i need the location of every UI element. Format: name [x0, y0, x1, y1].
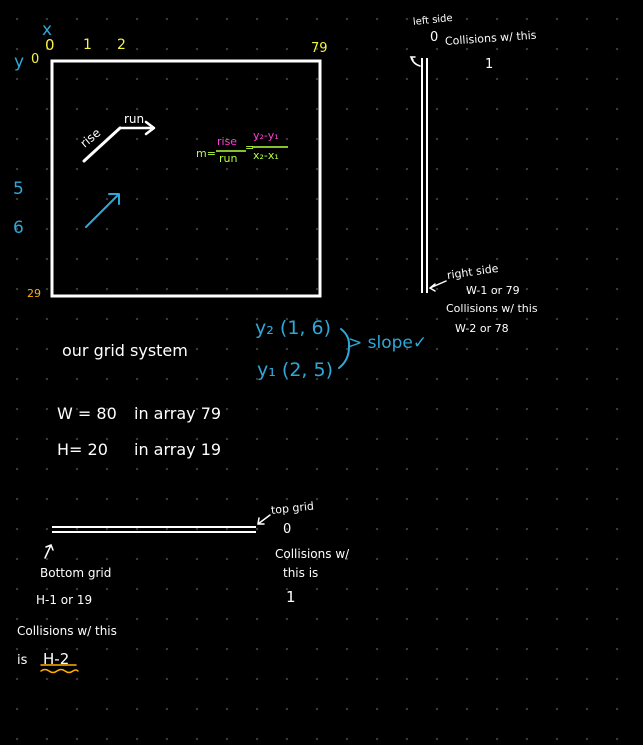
- height-label: H= 20: [57, 440, 108, 459]
- width-array-label: in array 79: [134, 404, 222, 423]
- grid-rectangle: [52, 61, 320, 296]
- rise-label: rise: [77, 125, 104, 151]
- y-tick-6: 6: [13, 218, 24, 238]
- left-side-value: 0: [430, 30, 439, 45]
- height-array-label: in array 19: [134, 440, 222, 459]
- run-label: run: [124, 112, 145, 126]
- y-last-tick: 29: [27, 287, 41, 300]
- bottom-grid-title: Bottom grid: [40, 566, 112, 580]
- right-side-collisions: Collisions w/ this: [446, 302, 538, 315]
- right-side-title: right side: [446, 261, 500, 282]
- top-grid-title: top grid: [270, 499, 315, 517]
- bottom-grid-collision-value: H-2: [43, 650, 70, 668]
- formula-equals: =: [245, 141, 255, 154]
- x-last-tick: 79: [311, 41, 328, 56]
- top-grid-collisions-2: this is: [283, 566, 319, 580]
- left-side-pointer-arrow: [411, 57, 420, 66]
- blue-slope-arrow: [86, 194, 119, 227]
- formula-denominator: x₂-x₁: [253, 149, 279, 162]
- right-side-pointer-arrow: [430, 281, 446, 291]
- top-grid-pointer-arrow: [258, 515, 270, 524]
- top-grid-collision-value: 1: [286, 588, 296, 606]
- y-tick-5: 5: [13, 179, 24, 199]
- bottom-grid-pointer-arrow: [45, 545, 53, 558]
- point-2: y₂ (1, 6): [255, 317, 331, 339]
- y-origin-tick: 0: [31, 52, 40, 67]
- x-tick-0: 0: [45, 36, 55, 54]
- bottom-grid-collisions: Collisions w/ this: [17, 624, 117, 638]
- grid-caption: our grid system: [62, 341, 188, 360]
- y-axis-label: y: [14, 52, 25, 72]
- top-grid-value: 0: [283, 522, 292, 537]
- right-side-collision-value: W-2 or 78: [455, 322, 509, 335]
- x-tick-1: 1: [83, 37, 92, 53]
- bottom-grid-is-label: is: [17, 653, 28, 668]
- left-side-collision-value: 1: [485, 57, 494, 72]
- formula-run: run: [219, 152, 238, 165]
- formula-rise: rise: [217, 135, 238, 148]
- x-tick-2: 2: [117, 37, 126, 53]
- bottom-grid-value: H-1 or 19: [36, 593, 93, 607]
- formula-m: m=: [196, 147, 216, 160]
- point-1: y₁ (2, 5): [257, 359, 333, 381]
- x-axis-label: x: [42, 20, 53, 40]
- right-side-value: W-1 or 79: [466, 284, 520, 297]
- slope-label: > slope✓: [348, 333, 428, 353]
- formula-numerator: y₂-y₁: [253, 129, 279, 142]
- left-side-collisions: Collisions w/ this: [444, 28, 537, 48]
- width-label: W = 80: [57, 404, 117, 423]
- left-side-title: left side: [412, 12, 454, 28]
- top-grid-collisions: Collisions w/: [275, 547, 350, 561]
